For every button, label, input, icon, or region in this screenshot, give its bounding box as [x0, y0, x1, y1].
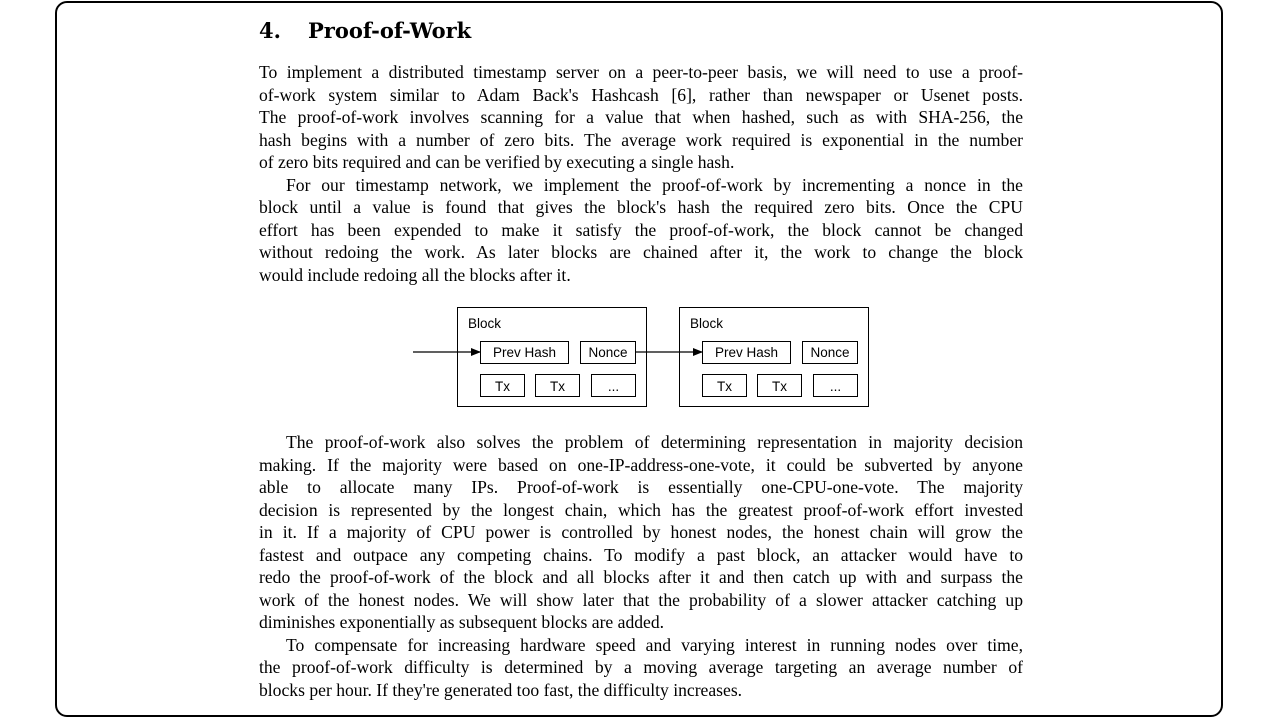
paragraph-line: The proof-of-work also solves the problem of determining representation in majority decision [286, 432, 1023, 452]
paragraph-line: decision is represented by the longest chain, which has the greatest proof-of-work effort invested [259, 500, 1023, 520]
section-title: Proof-of-Work [308, 18, 472, 43]
block-1-nonce: Nonce [588, 345, 628, 360]
paragraph-line: hash begins with a number of zero bits. The average work required is exponential in the number [259, 130, 1023, 150]
paragraph-line: redo the proof-of-work of the block and all blocks after it and then catch up with and surpass the [259, 567, 1023, 587]
section-number: 4. [259, 18, 281, 43]
block-2-prev-hash: Prev Hash [714, 345, 779, 360]
block-1 [458, 308, 647, 407]
block-1-tx1: Tx [495, 379, 510, 394]
block-1-title: Block [468, 316, 502, 331]
paragraph-line: the proof-of-work difficulty is determined by a moving average targeting an average number of [259, 657, 1023, 677]
paragraph-line: able to allocate many IPs. Proof-of-work is essentially one-CPU-one-vote. The majority [259, 477, 1023, 497]
block-2-nonce: Nonce [810, 345, 850, 360]
paragraph-line: without redoing the work. As later blocks are chained after it, the work to change the block [259, 242, 1023, 262]
block-2-tx1: Tx [717, 379, 732, 394]
paragraph-line: For our timestamp network, we implement the proof-of-work by incrementing a nonce in the [286, 175, 1023, 195]
paragraph-line: of-work system similar to Adam Back's Hashcash [6], rather than newspaper or Usenet posts. [259, 85, 1023, 105]
block-2-title: Block [690, 316, 724, 331]
block-2 [680, 308, 869, 407]
paragraph-line: of zero bits required and can be verified by executing a single hash. [259, 152, 735, 172]
paragraph-line: making. If the majority were based on one-IP-address-one-vote, it could be subverted by anyone [259, 455, 1023, 475]
paragraph-line: would include redoing all the blocks after it. [259, 265, 571, 285]
paragraph-line: block until a value is found that gives the block's hash the required zero bits. Once the CPU [259, 197, 1023, 217]
paragraph-line: blocks per hour. If they're generated too fast, the difficulty increases. [259, 680, 743, 700]
paragraph-line: To implement a distributed timestamp server on a peer-to-peer basis, we will need to use a proof- [259, 62, 1023, 82]
paragraph-line: effort has been expended to make it satisfy the proof-of-work, the block cannot be changed [259, 220, 1023, 240]
paragraph-line: diminishes exponentially as subsequent blocks are added. [259, 612, 665, 632]
block-1-prev-hash: Prev Hash [492, 345, 557, 360]
paragraph-line: The proof-of-work involves scanning for a value that when hashed, such as with SHA-256, the [259, 107, 1023, 127]
paragraph-line: work of the honest nodes. We will show later that the probability of a slower attacker catching up [259, 590, 1023, 610]
block-2-tx3: ... [829, 379, 842, 394]
block-1-tx2: Tx [550, 379, 565, 394]
paragraph-line: fastest and outpace any competing chains. To modify a past block, an attacker would have to [259, 545, 1023, 565]
block-1-tx3: ... [607, 379, 620, 394]
block-2-tx2: Tx [772, 379, 787, 394]
paragraph-line: in it. If a majority of CPU power is controlled by honest nodes, the honest chain will grow the [259, 522, 1023, 542]
paragraph-line: To compensate for increasing hardware speed and varying interest in running nodes over time, [286, 635, 1023, 655]
